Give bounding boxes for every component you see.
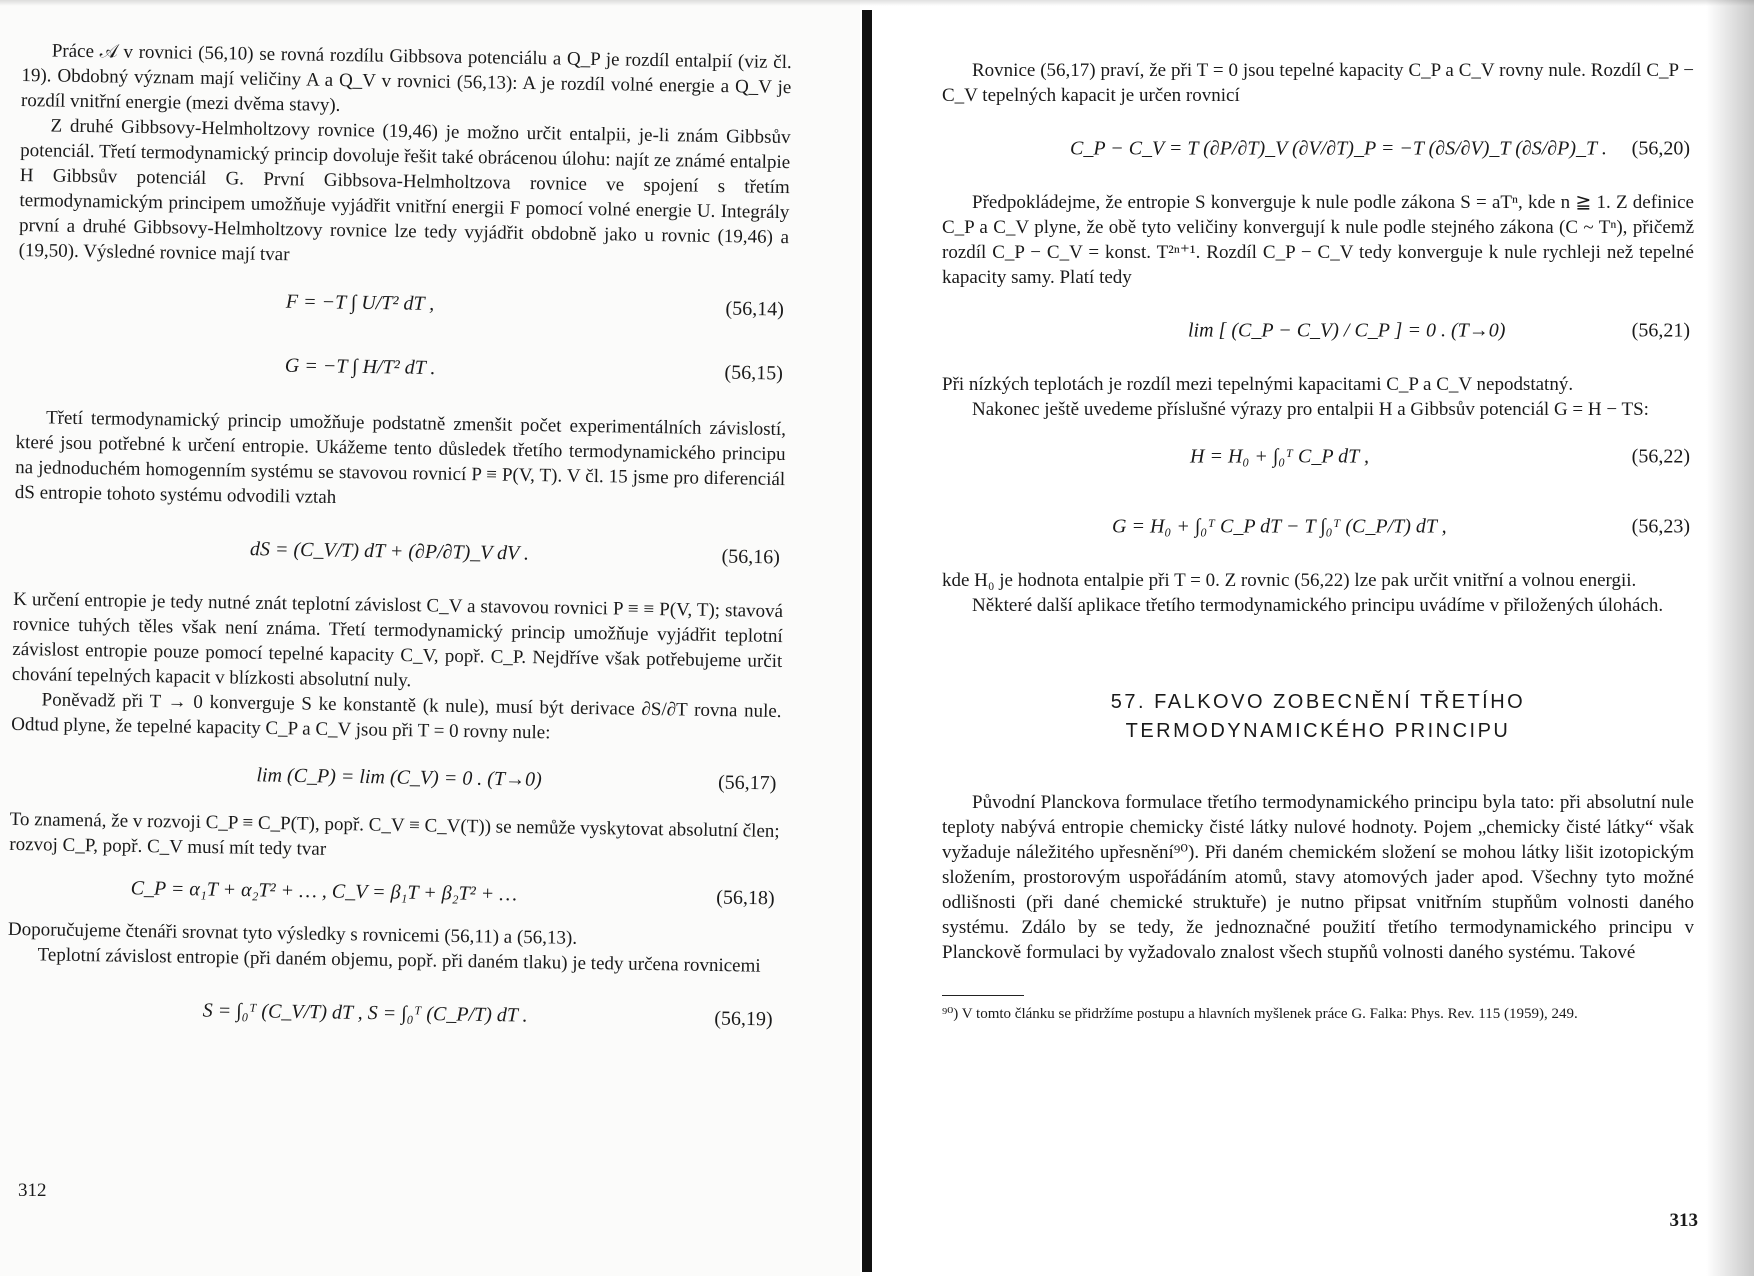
equation [942,492,1694,562]
equation-number: (56,21) [1631,319,1690,342]
paragraph: kde H₀ je hodnota entalpie při T = 0. Z rovnic (56,22) lze pak určit vnitřní a volnou energii. [942,570,1637,591]
equation-formula: S = ∫₀ᵀ (C_V/T) dT , S = ∫₀ᵀ (C_P/T) dT . [202,999,528,1027]
equation-number: (56,14) [725,297,785,321]
scan-top-shadow [0,0,1754,6]
equation [13,511,784,593]
equation-number: (56,18) [716,886,775,910]
equation-number: (56,15) [724,361,783,385]
equation-number: (56,20) [1631,137,1690,160]
section-heading [942,688,1694,746]
right-page [872,0,1754,1276]
paragraph: Teplotní závislost entropie (při daném objemu, popř. při daném tlaku) je tedy určena rovnicemi [37,944,761,977]
page-number: 313 [1669,1210,1698,1231]
equation [10,743,781,813]
equation [17,269,788,339]
equation-number: (56,19) [714,1007,773,1031]
section-heading-line: TERMODYNAMICKÉHO PRINCIPU [1125,720,1511,742]
equation-formula: C_P = α₁T + α₂T² + … , C_V = β₁T + β₂T² + … [130,877,518,906]
equation-formula: lim [ (C_P − C_V) / C_P ] = 0 . (T→0) [1188,319,1506,342]
equation [942,296,1694,366]
paragraph: Poněvadž při T → 0 konverguje S ke konstantě (k nule), musí být derivace ∂S/∂T rovna nule. Odtud plyne, že tepelné kapacity C_P a C_V jsou při T = 0 rovny nule: [11,689,782,744]
equation-number: (56,17) [717,771,777,795]
left-page [0,0,860,1276]
paragraph: Doporučujeme čtenáři srovnat tyto výsledky s rovnicemi (56,11) a (56,13). [7,918,578,949]
paragraph: Při nízkých teplotách je rozdíl mezi tepelnými kapacitami C_P a C_V nepodstatný. [942,374,1574,395]
equation [942,428,1694,486]
equation-formula: dS = (C_V/T) dT + (∂P/∂T)_V dV . [249,538,530,565]
equation [8,863,779,923]
equation-number: (56,16) [721,545,781,569]
equation-number: (56,22) [1631,445,1690,468]
equation-formula: F = −T ∫ U/T² dT , [285,290,435,316]
paragraph: Předpokládejme, že entropie S konverguje k nule podle zákona S = aTⁿ, kde n ≧ 1. Z definice C_P a C_V plyne, že obě tyto veličiny konvergují k nule podle stejného zákona (C ~ Tⁿ), přičemž rozdíl C_P − C_V = konst. T²ⁿ⁺¹. Rozdíl C_P − C_V tedy konverguje k nule rychleji než tepelné kapacity samy. Platí tedy [942,192,1694,288]
footnote-rule [942,995,1024,996]
paragraph: Třetí termodynamický princip umožňuje podstatně zmenšit počet experimentálních závislostí, které jsou potřebné k určení entropie. Ukážeme tento důsledek třetího termodynamického principu na jednoduchém homogenním systému se stavovou rovnicí P ≡ P(V, T). V čl. 15 jsme pro diferenciál dS entropie tohoto systému odvodili vztah [14,407,787,508]
paragraph: Práce 𝒜 v rovnici (56,10) se rovná rozdílu Gibbsova potenciálu a Q_P je rozdíl entalpií (viz čl. 19). Obdobný význam mají veličiny A a Q_V v rovnici (56,13): A je rozdíl volné energie a Q_V je rozdíl vnitřní energie (mezi dvěma stavy). [20,40,792,117]
book-gutter [862,10,872,1272]
equation-number: (56,23) [1631,515,1690,538]
paragraph: Rovnice (56,17) praví, že při T = 0 jsou tepelné kapacity C_P a C_V rovny nule. Rozdíl C_P − C_V tepelných kapacit je určen rovnicí [942,60,1694,106]
equation-formula: G = H₀ + ∫₀ᵀ C_P dT − T ∫₀ᵀ (C_P/T) dT , [1112,515,1447,538]
scan-edge-shadow [1706,0,1754,1276]
equation [16,333,787,403]
paragraph: Nakonec ještě uvedeme příslušné výrazy pro entalpii H a Gibbsův potenciál G = H − TS: [972,399,1649,420]
equation [942,114,1694,184]
equation-formula: lim (C_P) = lim (C_V) = 0 . (T→0) [256,764,542,791]
paragraph: Některé další aplikace třetího termodynamického principu uvádíme v přiložených úlohách. [972,595,1664,616]
paragraph: K určení entropie je tedy nutné znát teplotní závislost C_V a stavovou rovnici P ≡ ≡ P(V, T); stavová rovnice tuhých těles však není známa. Třetí termodynamický princip umožňuje vyjádřit teplotní závislost entropie pouze pomocí tepelné kapacity C_V, popř. C_P. Nejdříve však potřebujeme určit chování tepelných kapacit v blízkosti absolutní nuly. [11,588,784,692]
paragraph: To znamená, že v rozvoji C_P ≡ C_P(T), popř. C_V ≡ C_V(T)) se nemůže vyskytovat absolutní člen; rozvoj C_P, popř. C_V musí mít tedy tvar [9,808,780,860]
paragraph: Původní Planckova formulace třetího termodynamického principu byla tato: při absolutní nule teploty nabývá entropie chemicky čisté látky nulové hodnoty. Pojem „chemicky čisté látky“ však vyžaduje náležitého upřesnění⁹⁰). Při daném chemickém složení se mohou látky lišit izotopickým složením, prostorovým uspořádáním atomů, stavy atomových jader apod. Všechny tyto možné odlišnosti (při dané chemické struktuře) je nutno připsat vnitřním stupňům volnosti daného systému. Zdálo by se tedy, že jednoznačné použití třetího termodynamického principu v Planckově formulaci by vyžadovalo znalost všech stupňů volnosti daného systému. Takové [942,792,1694,963]
footnote: ⁹⁰) V tomto článku se přidržíme postupu a hlavních myšlenek práce G. Falka: Phys. Rev. 115 (1959), 249. [942,1006,1578,1022]
section-heading-line: 57. FALKOVO ZOBECNĚNÍ TŘETÍHO [1110,691,1526,713]
equation-formula: C_P − C_V = T (∂P/∂T)_V (∂V/∂T)_P = −T (∂S/∂V)_T (∂S/∂P)_T . [1070,137,1607,160]
paragraph: Z druhé Gibbsovy-Helmholtzovy rovnice (19,46) je možno určit entalpii, je-li znám Gibbsův potenciál. Třetí termodynamický princip dovoluje řešit také obrácenou úlohu: najít ze známé entalpie H Gibbsův potenciál G. První Gibbsova-Helmholtzova rovnice ve spojení s třetím termodynamickým principem umožňuje vyjádřit vnitřní energii F pomocí volné energie U. Integrály první a druhé Gibbsovy-Helmholtzovy rovnice lze tedy vyjádřit obdobně jako u rovnic (19,46) a (19,50). Výsledné rovnice mají tvar [18,115,791,266]
equation [6,973,777,1055]
equation-formula: G = −T ∫ H/T² dT . [284,354,436,380]
equation-formula: H = H₀ + ∫₀ᵀ C_P dT , [1190,445,1369,468]
left-page-text [6,38,792,1061]
right-page-text [942,58,1694,1025]
page-number: 312 [18,1180,47,1201]
